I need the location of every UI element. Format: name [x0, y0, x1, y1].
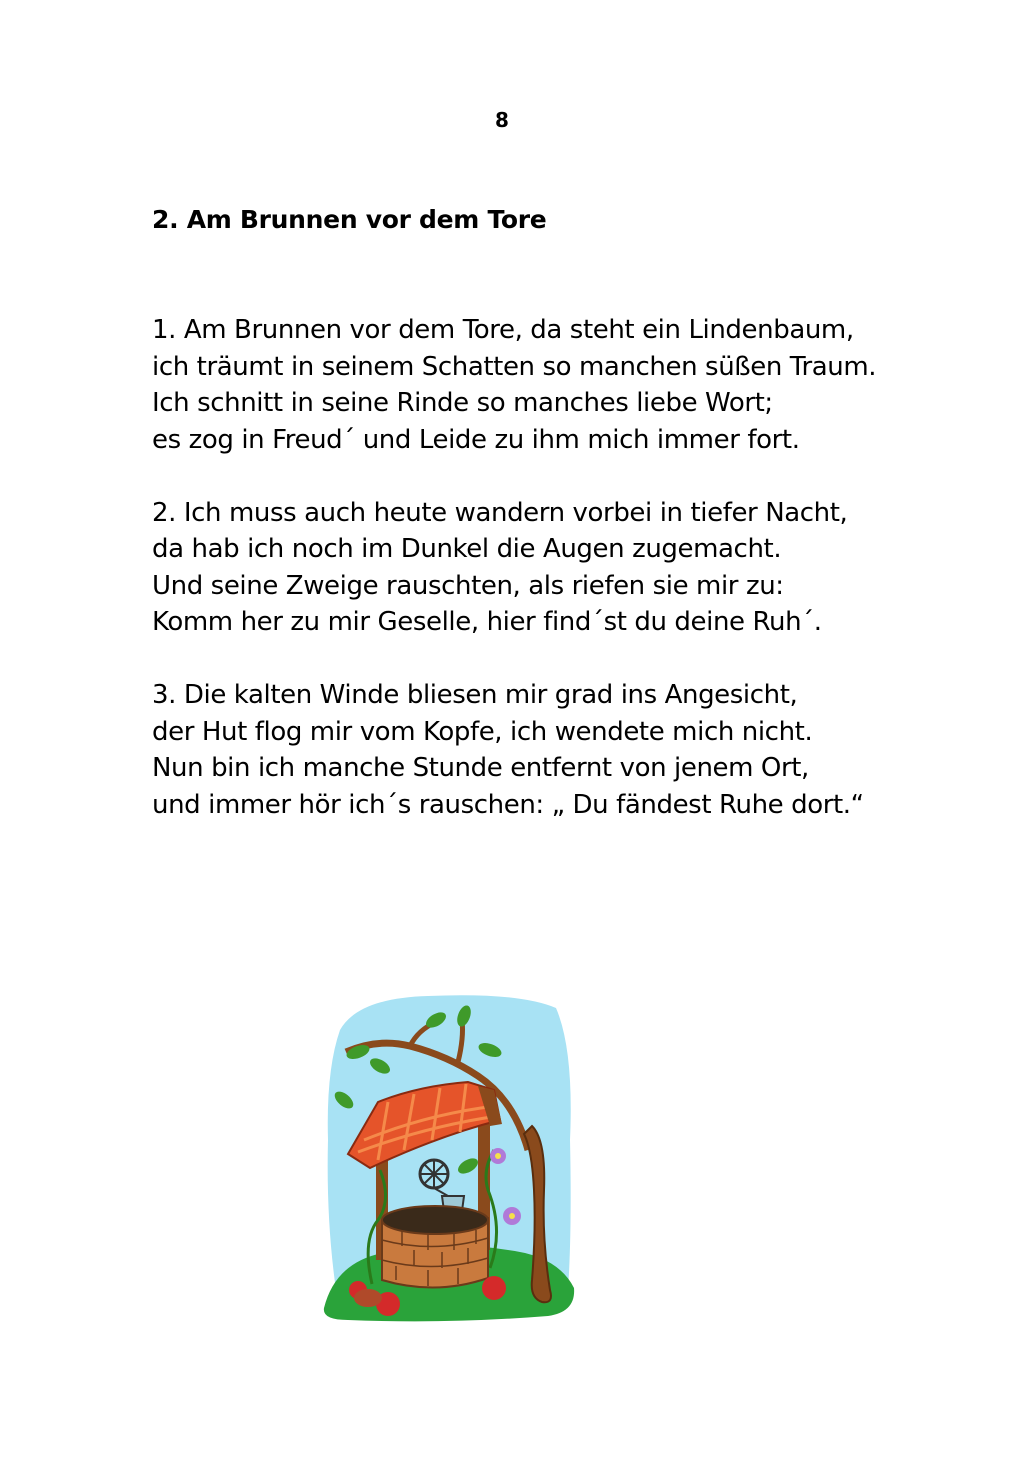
page-number: 8	[495, 108, 509, 132]
verse-3	[152, 677, 992, 823]
well-with-tree-illustration	[318, 990, 580, 1326]
verse-line: es zog in Freud´ und Leide zu ihm mich immer fort.	[152, 424, 800, 455]
verse-line: 3. Die kalten Winde bliesen mir grad ins Angesicht,	[152, 680, 798, 710]
verse-line: da hab ich noch im Dunkel die Augen zugemacht.	[152, 534, 782, 564]
verse-1	[152, 312, 992, 458]
song-title: 2. Am Brunnen vor dem Tore	[152, 205, 547, 234]
verse-line: und immer hör ich´s rauschen: „ Du fändest Ruhe dort.“	[152, 789, 864, 820]
verse-line: Ich schnitt in seine Rinde so manches liebe Wort;	[152, 388, 773, 418]
verse-line: Nun bin ich manche Stunde entfernt von jenem Ort,	[152, 753, 809, 783]
flower-center	[495, 1153, 501, 1159]
verse-line: ich träumt in seinem Schatten so manchen süßen Traum.	[152, 351, 877, 382]
verse-line: 2. Ich muss auch heute wandern vorbei in tiefer Nacht,	[152, 497, 848, 528]
verse-line: Komm her zu mir Geselle, hier find´st du deine Ruh´.	[152, 607, 822, 637]
apple-icon	[482, 1276, 506, 1300]
rock	[354, 1289, 382, 1307]
well-opening	[382, 1206, 488, 1234]
verse-line: Und seine Zweige rauschten, als riefen sie mir zu:	[152, 570, 784, 601]
verse-2	[152, 495, 992, 641]
verse-line: der Hut flog mir vom Kopfe, ich wendete mich nicht.	[152, 716, 813, 747]
flower-center	[509, 1213, 515, 1219]
well-illustration-svg	[318, 990, 580, 1326]
verse-line: 1. Am Brunnen vor dem Tore, da steht ein Lindenbaum,	[152, 315, 854, 345]
crank-spokes	[420, 1160, 448, 1188]
song-verses	[152, 312, 992, 860]
